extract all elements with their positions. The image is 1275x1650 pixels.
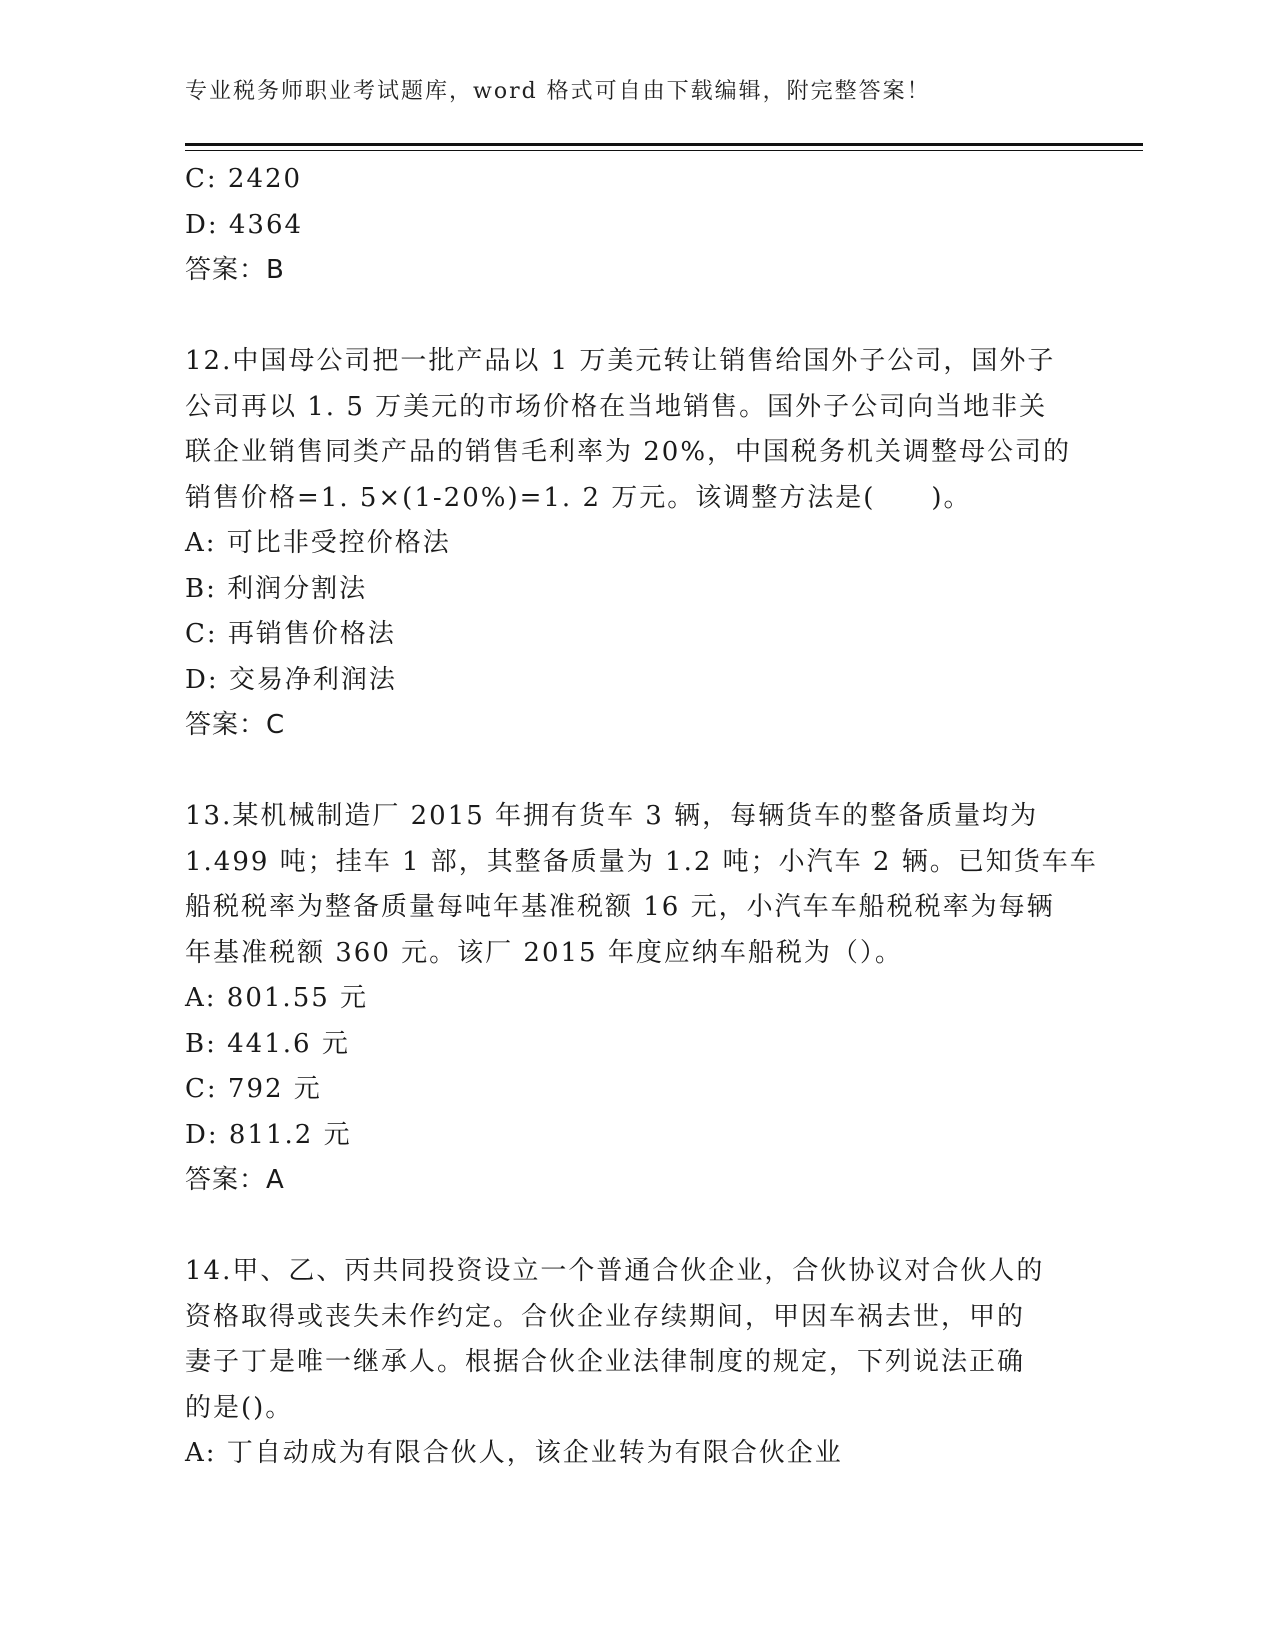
question-stem-line: 资格取得或丧失未作约定。合伙企业存续期间，甲因车祸去世，甲的	[185, 1301, 1026, 1332]
header-rule-thin	[185, 150, 1143, 151]
prev-question-tail	[185, 157, 1085, 294]
spacer	[185, 294, 1085, 340]
option-a: A: 可比非受控价格法	[185, 528, 451, 558]
question-stem-line: 年基准税额 360 元。该厂 2015 年度应纳车船税为（）。	[185, 937, 903, 968]
spacer	[185, 1204, 1085, 1250]
question-12	[185, 339, 1085, 749]
spacer	[185, 749, 1085, 795]
header-rule-thick	[185, 143, 1143, 146]
option-d: D: 交易净利润法	[185, 664, 397, 695]
question-stem-line: 联企业销售同类产品的销售毛利率为 20%，中国税务机关调整母公司的	[185, 437, 1072, 467]
option-d: D: 4364	[185, 209, 304, 240]
question-stem-line: 14.甲、乙、丙共同投资设立一个普通合伙企业，合伙协议对合伙人的	[185, 1256, 1045, 1286]
question-13	[185, 794, 1098, 1204]
question-stem-line: 公司再以 1. 5 万美元的市场价格在当地销售。国外子公司向当地非关	[185, 391, 1048, 422]
option-d: D: 811.2 元	[185, 1119, 352, 1150]
option-c: C: 792 元	[185, 1074, 322, 1104]
question-stem-line: 12.中国母公司把一批产品以 1 万美元转让销售给国外子公司，国外子	[185, 346, 1056, 376]
question-stem-line: 妻子丁是唯一继承人。根据合伙企业法律制度的规定，下列说法正确	[185, 1347, 1026, 1377]
option-b: B: 441.6 元	[185, 1028, 350, 1059]
question-14	[185, 1249, 1085, 1477]
option-a: A: 801.55 元	[185, 983, 369, 1013]
question-stem-line: 销售价格=1. 5×(1-20%)=1. 2 万元。该调整方法是( )。	[185, 482, 972, 513]
answer-line: 答案：A	[185, 1165, 285, 1195]
page-header: 专业税务师职业考试题库，word 格式可自由下载编辑，附完整答案！	[185, 79, 931, 104]
answer-line: 答案：C	[185, 710, 286, 740]
option-c: C: 2420	[185, 164, 303, 194]
question-stem-line: 的是()。	[185, 1392, 294, 1423]
question-content	[185, 157, 1098, 1477]
option-b: B: 利润分割法	[185, 573, 368, 604]
question-stem-line: 1.499 吨；挂车 1 部，其整备质量为 1.2 吨；小汽车 2 辆。已知货车车	[185, 846, 1098, 877]
question-stem-line: 13.某机械制造厂 2015 年拥有货车 3 辆，每辆货车的整备质量均为	[185, 801, 1039, 831]
option-a: A: 丁自动成为有限合伙人，该企业转为有限合伙企业	[185, 1438, 843, 1468]
option-c: C: 再销售价格法	[185, 619, 396, 649]
answer-line: 答案：B	[185, 255, 285, 285]
question-stem-line: 船税税率为整备质量每吨年基准税额 16 元，小汽车车船税税率为每辆	[185, 892, 1055, 922]
